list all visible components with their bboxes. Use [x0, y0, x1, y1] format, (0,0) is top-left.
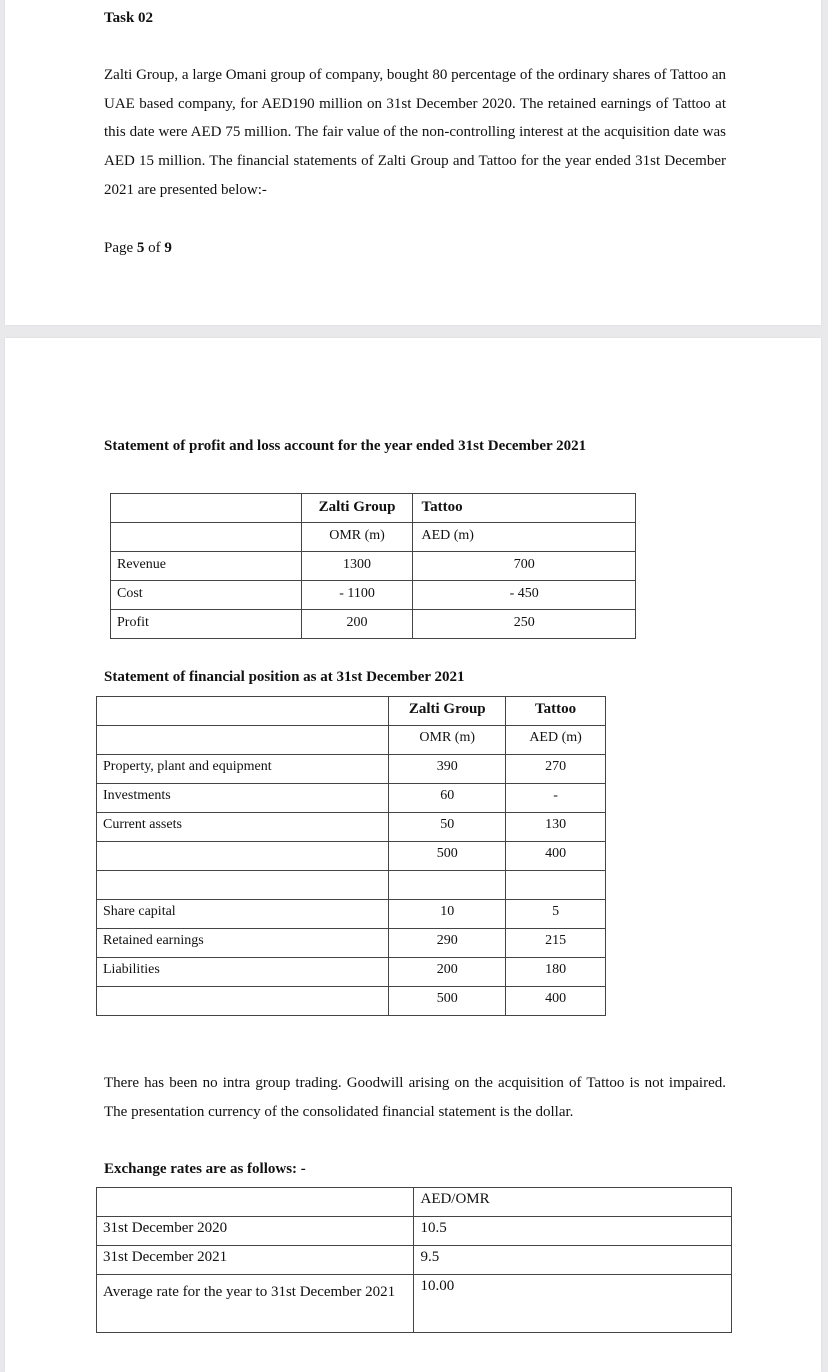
table-row: [97, 1275, 732, 1333]
col-header-tattoo: Tattoo: [413, 494, 636, 523]
zalti-value: 50: [389, 813, 506, 842]
row-label: Profit: [111, 610, 302, 639]
table-row: [111, 552, 636, 581]
page-number: [104, 240, 172, 257]
table-row: [111, 581, 636, 610]
rate-value: 9.5: [414, 1246, 732, 1275]
tattoo-value: 130: [506, 813, 606, 842]
table-cell: [97, 871, 389, 900]
tattoo-value: 700: [413, 552, 636, 581]
row-label: Share capital: [97, 900, 389, 929]
table-row: [97, 1246, 732, 1275]
row-label: Average rate for the year to 31st December 2021: [97, 1275, 414, 1333]
tattoo-value: 270: [506, 755, 606, 784]
row-label: Property, plant and equipment: [97, 755, 389, 784]
table-row-total: [97, 987, 606, 1016]
zalti-value: 390: [389, 755, 506, 784]
table-cell: [97, 842, 389, 871]
table-row: [97, 929, 606, 958]
zalti-value: - 1100: [301, 581, 413, 610]
table-row: [97, 784, 606, 813]
page-current: 5: [136, 240, 145, 256]
table-row: [97, 1188, 732, 1217]
rate-value: 10.5: [414, 1217, 732, 1246]
row-label: 31st December 2020: [97, 1217, 414, 1246]
tattoo-value: -: [506, 784, 606, 813]
financial-position-table: [96, 696, 606, 1016]
zalti-total: 500: [389, 842, 506, 871]
table-cell: [97, 1188, 414, 1217]
exchange-rates-table: [96, 1187, 732, 1333]
rate-value: 10.00: [414, 1275, 732, 1333]
zalti-value: 1300: [301, 552, 413, 581]
page-prefix: Page: [104, 240, 134, 256]
table-row: [97, 697, 606, 726]
row-label: Revenue: [111, 552, 302, 581]
page-5: [5, 0, 821, 325]
row-label: Cost: [111, 581, 302, 610]
row-label: 31st December 2021: [97, 1246, 414, 1275]
currency-tattoo: AED (m): [506, 726, 606, 755]
financial-position-heading: Statement of financial position as at 31st December 2021: [104, 669, 465, 685]
col-header-zalti: Zalti Group: [389, 697, 506, 726]
currency-zalti: OMR (m): [389, 726, 506, 755]
page-of: of: [148, 240, 161, 256]
col-header-tattoo: Tattoo: [506, 697, 606, 726]
profit-loss-table: [110, 493, 636, 639]
zalti-total: 500: [389, 987, 506, 1016]
table-cell: [506, 871, 606, 900]
zalti-value: 10: [389, 900, 506, 929]
table-cell: [389, 871, 506, 900]
zalti-value: 290: [389, 929, 506, 958]
table-row: [97, 726, 606, 755]
table-row-total: [97, 842, 606, 871]
table-row: [111, 610, 636, 639]
zalti-value: 200: [301, 610, 413, 639]
tattoo-total: 400: [506, 842, 606, 871]
table-row: [97, 958, 606, 987]
tattoo-value: 180: [506, 958, 606, 987]
table-cell: [111, 494, 302, 523]
row-label: Retained earnings: [97, 929, 389, 958]
tattoo-total: 400: [506, 987, 606, 1016]
table-row: [97, 1217, 732, 1246]
table-cell: [97, 726, 389, 755]
table-cell: [111, 523, 302, 552]
col-header-zalti: Zalti Group: [301, 494, 413, 523]
tattoo-value: 215: [506, 929, 606, 958]
tattoo-value: - 450: [413, 581, 636, 610]
table-cell: [97, 987, 389, 1016]
page-6: [5, 338, 821, 1372]
table-row: [97, 900, 606, 929]
col-header-rate: AED/OMR: [414, 1188, 732, 1217]
task-title: Task 02: [104, 10, 154, 26]
row-label: Investments: [97, 784, 389, 813]
page-total: 9: [164, 240, 172, 256]
zalti-value: 60: [389, 784, 506, 813]
task-intro-paragraph: Zalti Group, a large Omani group of company, bought 80 percentage of the ordinary shares of Tattoo an UAE based company, for AED190 million on 31st December 2020. The retained earnings of Tattoo at this date were AED 75 million. The fair value of the non-controlling interest at the acquisition date was AED 15 million. The financial statements of Zalti Group and Tattoo for the year ended 31st December 2021 are presented below:-: [104, 67, 726, 198]
tattoo-value: 250: [413, 610, 636, 639]
table-cell: [97, 697, 389, 726]
table-row: [97, 813, 606, 842]
table-row: [97, 755, 606, 784]
currency-zalti: OMR (m): [301, 523, 413, 552]
tattoo-value: 5: [506, 900, 606, 929]
currency-tattoo: AED (m): [413, 523, 636, 552]
notes-paragraph: There has been no intra group trading. Goodwill arising on the acquisition of Tattoo is not impaired. The presentation currency of the consolidated financial statement is the dollar.: [104, 1075, 726, 1120]
row-label: Current assets: [97, 813, 389, 842]
row-label: Liabilities: [97, 958, 389, 987]
profit-loss-heading: Statement of profit and loss account for the year ended 31st December 2021: [104, 438, 587, 454]
exchange-rates-heading: Exchange rates are as follows: -: [104, 1161, 306, 1177]
table-row: [111, 494, 636, 523]
table-row: [111, 523, 636, 552]
zalti-value: 200: [389, 958, 506, 987]
table-row-spacer: [97, 871, 606, 900]
